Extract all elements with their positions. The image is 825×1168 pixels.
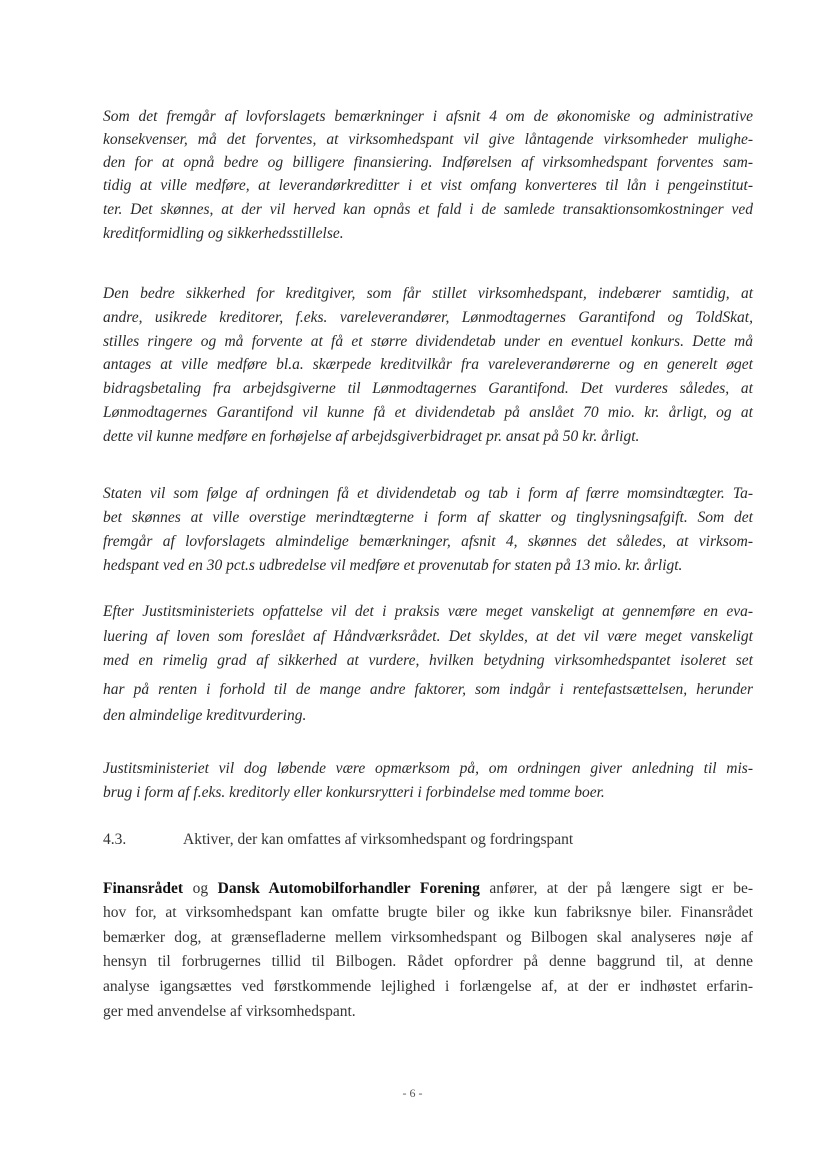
paragraph-2-line: antages at ville medføre bl.a. skærpede kreditvilkår fra vareleverandørerne og en generelt øget bbox=[103, 356, 753, 373]
final-paragraph-line: analyse igangsættes ved førstkommende lejlighed i forlængelse af, at der er indhøstet erfarin- bbox=[103, 978, 753, 995]
paragraph-3-line: hedspant ved en 30 pct.s udbredelse vil medføre et provenutab for staten på 13 mio. kr. årligt. bbox=[103, 557, 683, 574]
text: anfører, at der på længere sigt er be- bbox=[479, 880, 753, 897]
section-title: Aktiver, der kan omfattes af virksomhedspant og fordringspant bbox=[183, 831, 574, 848]
final-paragraph-line: hensyn til forbrugernes tillid til Bilbogen. Rådet opfordrer på denne baggrund til, at denne bbox=[103, 953, 753, 970]
paragraph-5-line: brug i form af f.eks. kreditorly eller konkursrytteri i forbindelse med tomme boer. bbox=[103, 784, 605, 801]
paragraph-2-line: dette vil kunne medføre en forhøjelse af arbejdsgiverbidraget pr. ansat på 50 kr. årligt. bbox=[103, 428, 640, 445]
paragraph-1-line: konsekvenser, må det forventes, at virksomhedspant vil give låntagende virksomheder mulighe- bbox=[103, 131, 753, 148]
final-paragraph-line: ger med anvendelse af virksomhedspant. bbox=[103, 1003, 356, 1020]
final-paragraph-line: bemærker dog, at grænsefladerne mellem virksomhedspant og Bilbogen skal analyseres nøje af bbox=[103, 929, 753, 946]
paragraph-4-line: den almindelige kreditvurdering. bbox=[103, 707, 307, 724]
paragraph-3-line: fremgår af lovforslagets almindelige bemærkninger, afsnit 4, skønnes det således, at virksom- bbox=[103, 533, 753, 550]
paragraph-5-line: Justitsministeriet vil dog løbende være opmærksom på, om ordningen giver anledning til mis- bbox=[103, 760, 753, 777]
paragraph-1-line: kreditformidling og sikkerhedsstillelse. bbox=[103, 225, 344, 242]
section-number: 4.3. bbox=[103, 831, 127, 848]
org-name: Dansk Automobilforhandler Forening bbox=[217, 880, 480, 897]
paragraph-4-line: Efter Justitsministeriets opfattelse vil det i praksis være meget vanskeligt at gennemføre en eva- bbox=[103, 603, 753, 620]
final-paragraph-line bbox=[103, 879, 753, 899]
paragraph-2-line: bidragsbetaling fra arbejdsgiverne til Lønmodtagernes Garantifond. Det vurderes således, at bbox=[103, 380, 753, 397]
text: og bbox=[183, 880, 218, 897]
org-name: Finansrådet bbox=[103, 880, 184, 897]
paragraph-1-line: ter. Det skønnes, at der vil herved kan opnås et fald i de samlede transaktionsomkostninger ved bbox=[103, 201, 753, 218]
paragraph-2-line: Lønmodtagernes Garantifond vil kunne få et dividendetab på anslået 70 mio. kr. årligt, og at bbox=[103, 404, 753, 421]
paragraph-2-line: stilles ringere og må forvente at få et større dividendetab under en eventuel konkurs. Dette må bbox=[103, 333, 753, 350]
final-paragraph-line: hov for, at virksomhedspant kan omfatte brugte biler og ikke kun fabriksnye biler. Finansrådet bbox=[103, 904, 753, 921]
paragraph-1-line: den for at opnå bedre og billigere finansiering. Indførelsen af virksomhedspant forventes sam- bbox=[103, 154, 753, 171]
paragraph-3-line: bet skønnes at ville overstige merindtægterne i form af skatter og tinglysningsafgift. Som det bbox=[103, 509, 753, 526]
paragraph-2-line: Den bedre sikkerhed for kreditgiver, som får stillet virksomhedspant, indebærer samtidig, at bbox=[103, 285, 753, 302]
page-number: - 6 - bbox=[402, 1086, 423, 1100]
paragraph-3-line: Staten vil som følge af ordningen få et dividendetab og tab i form af færre momsindtægter. Ta- bbox=[103, 485, 753, 502]
paragraph-1-line: Som det fremgår af lovforslagets bemærkninger i afsnit 4 om de økonomiske og administrative bbox=[103, 108, 753, 125]
paragraph-4-line: med en rimelig grad af sikkerhed at vurdere, hvilken betydning virksomhedspantet isoleret set bbox=[103, 652, 753, 669]
paragraph-4-line: luering af loven som foreslået af Håndværksrådet. Det skyldes, at det vil være meget vanskeligt bbox=[103, 628, 753, 645]
paragraph-1-line: tidig at ville medføre, at leverandørkreditter i et vist omfang konverteres til lån i pengeinstitut- bbox=[103, 177, 753, 194]
paragraph-2-line: andre, usikrede kreditorer, f.eks. vareleverandører, Lønmodtagernes Garantifond og ToldSkat, bbox=[103, 309, 753, 326]
paragraph-4-line: har på renten i forhold til de mange andre faktorer, som indgår i rentefastsættelsen, herunder bbox=[103, 681, 753, 698]
